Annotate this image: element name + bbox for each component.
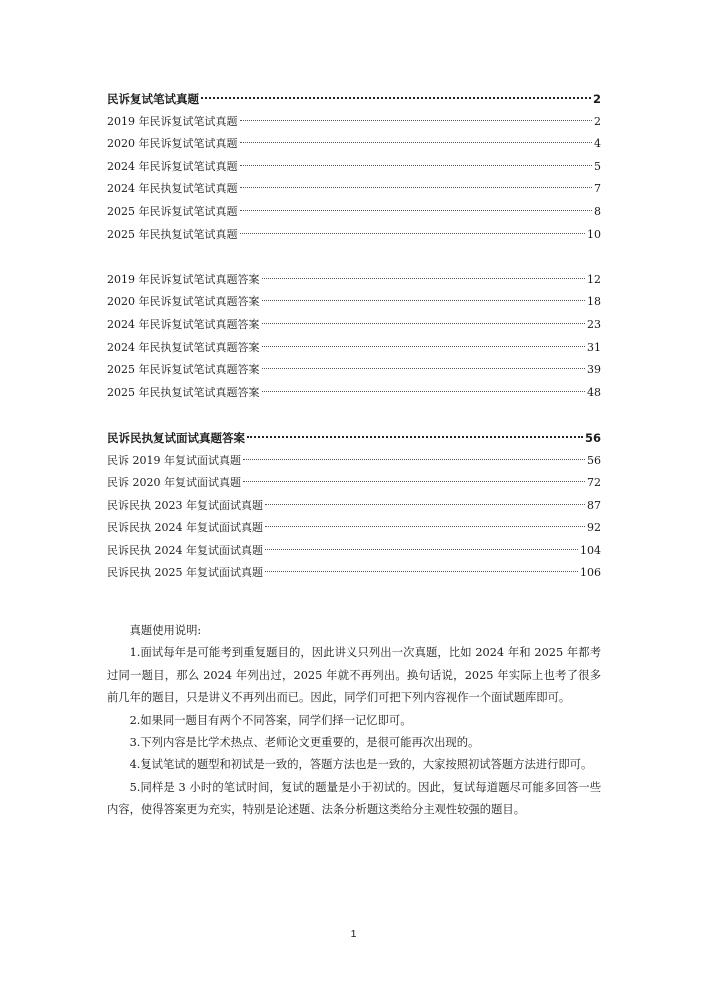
toc-leader-dots (240, 142, 593, 143)
usage-note-item: 4.复试笔试的题型和初试是一致的，答题方法也是一致的，大家按照初试答题方法进行即可。 (129, 758, 593, 772)
toc-leader-dots (262, 368, 586, 369)
toc-entry-page: 56 (587, 453, 601, 467)
toc-entry-title: 2019 年民诉复试笔试真题 (107, 114, 238, 128)
toc-heading-page: 2 (592, 92, 601, 106)
toc-leader-dots (240, 187, 593, 188)
toc-entry-page: 10 (587, 227, 601, 241)
toc-leader-dots (240, 233, 586, 234)
toc-entry-title: 民诉 2019 年复试面试真题 (107, 453, 241, 467)
toc-entry[interactable] (107, 450, 601, 473)
toc-entry-page: 23 (587, 317, 601, 331)
toc-entry-page: 106 (580, 566, 601, 580)
toc-heading-title: 民诉复试笔试真题 (107, 92, 199, 106)
toc-entry-title: 2025 年民执复试笔试真题 (107, 227, 238, 241)
toc-leader-dots (262, 300, 586, 301)
toc-leader-dots (243, 481, 585, 482)
usage-note-item: 5.同样是 3 小时的笔试时间，复试的题量是小于初试的。因此，复试每道题尽可能多回答一些内容，使得答案更为充实，特别是论述题、法条分析题这类给分主观性较强的题目。 (107, 780, 601, 817)
toc-spacer (107, 246, 601, 269)
toc-entry[interactable] (107, 133, 601, 156)
toc-leader-dots (262, 278, 586, 279)
toc-leader-dots (243, 459, 585, 460)
toc-entry-title: 2025 年民诉复试笔试真题 (107, 204, 238, 218)
toc-entry-title: 2020 年民诉复试笔试真题 (107, 137, 238, 151)
toc-leader-dots (247, 436, 583, 438)
toc-entry[interactable] (107, 517, 601, 540)
toc-entry[interactable] (107, 269, 601, 292)
toc-entry[interactable] (107, 314, 601, 337)
toc-entry-title: 2020 年民诉复试笔试真题答案 (107, 295, 260, 309)
toc-entry[interactable] (107, 359, 601, 382)
usage-note-item: 3.下列内容是比学术热点、老师论文更重要的，是很可能再次出现的。 (129, 736, 480, 750)
toc-entry-page: 4 (594, 137, 601, 151)
toc-entry-page: 8 (594, 204, 601, 218)
toc-entry-page: 18 (587, 295, 601, 309)
toc-entry-title: 2025 年民执复试笔试真题答案 (107, 385, 260, 399)
toc-leader-dots (240, 120, 593, 121)
toc-entry[interactable] (107, 540, 601, 563)
toc-entry-page: 5 (594, 159, 601, 173)
toc-entry-page: 7 (594, 182, 601, 196)
toc-heading-interview[interactable] (107, 427, 601, 450)
toc-entry[interactable] (107, 224, 601, 247)
toc-entry[interactable] (107, 201, 601, 224)
toc-leader-dots (265, 504, 585, 505)
usage-notes-heading: 真题使用说明: (129, 624, 202, 637)
toc-leader-dots (240, 165, 593, 166)
usage-note-item: 2.如果同一题目有两个不同答案，同学们择一记忆即可。 (129, 713, 412, 727)
usage-notes (107, 620, 601, 822)
toc-entry-page: 87 (587, 498, 601, 512)
toc-entry-title: 民诉民执 2024 年复试面试真题 (107, 521, 263, 535)
toc-entry-page: 12 (587, 272, 601, 286)
toc-entry-title: 2024 年民诉复试笔试真题答案 (107, 317, 260, 331)
toc-entry-page: 2 (594, 114, 601, 128)
table-of-contents (107, 88, 601, 585)
toc-entry-page: 92 (587, 521, 601, 535)
toc-leader-dots (262, 346, 586, 347)
toc-heading-title: 民诉民执复试面试真题答案 (107, 430, 245, 445)
toc-entry[interactable] (107, 178, 601, 201)
page-number: 1 (350, 928, 357, 940)
toc-entry-title: 2019 年民诉复试笔试真题答案 (107, 272, 260, 286)
toc-entry-title: 民诉民执 2023 年复试面试真题 (107, 498, 263, 512)
toc-entry-title: 民诉民执 2024 年复试面试真题 (107, 543, 263, 557)
toc-entry-title: 2024 年民执复试笔试真题 (107, 182, 238, 196)
toc-leader-dots (265, 526, 585, 527)
usage-note-item: 1.面试每年是可能考到重复题目的，因此讲义只列出一次真题，比如 2024 年和 2025 年都考过同一题目，那么 2024 年列出过，2025 年就不再列出。换句话说，2025 年实际上也考了很多前几年的题目，只是讲义不再列出而已。因此，同学们可把下列内容视作一个面试题库即可。 (107, 646, 601, 705)
toc-leader-dots (262, 323, 586, 324)
toc-entry[interactable] (107, 291, 601, 314)
toc-leader-dots (265, 549, 578, 550)
toc-entry-page: 48 (587, 385, 601, 399)
toc-entry-title: 2024 年民执复试笔试真题答案 (107, 340, 260, 354)
toc-heading-page: 56 (584, 430, 601, 445)
toc-heading-written-exam[interactable] (107, 88, 601, 111)
toc-entry[interactable] (107, 111, 601, 134)
toc-entry-page: 39 (587, 363, 601, 377)
toc-spacer (107, 404, 601, 427)
toc-entry[interactable] (107, 382, 601, 405)
toc-entry[interactable] (107, 562, 601, 585)
toc-leader-dots (262, 391, 586, 392)
toc-entry-title: 民诉民执 2025 年复试面试真题 (107, 566, 263, 580)
toc-leader-dots (265, 571, 578, 572)
toc-entry-page: 72 (587, 476, 601, 490)
toc-entry[interactable] (107, 472, 601, 495)
toc-entry-page: 104 (580, 543, 601, 557)
toc-entry[interactable] (107, 495, 601, 518)
toc-entry-title: 民诉 2020 年复试面试真题 (107, 476, 241, 490)
toc-entry[interactable] (107, 337, 601, 360)
toc-entry[interactable] (107, 156, 601, 179)
toc-entry-page: 31 (587, 340, 601, 354)
toc-leader-dots (201, 97, 591, 99)
toc-entry-title: 2025 年民诉复试笔试真题答案 (107, 363, 260, 377)
toc-entry-title: 2024 年民诉复试笔试真题 (107, 159, 238, 173)
toc-leader-dots (240, 210, 593, 211)
